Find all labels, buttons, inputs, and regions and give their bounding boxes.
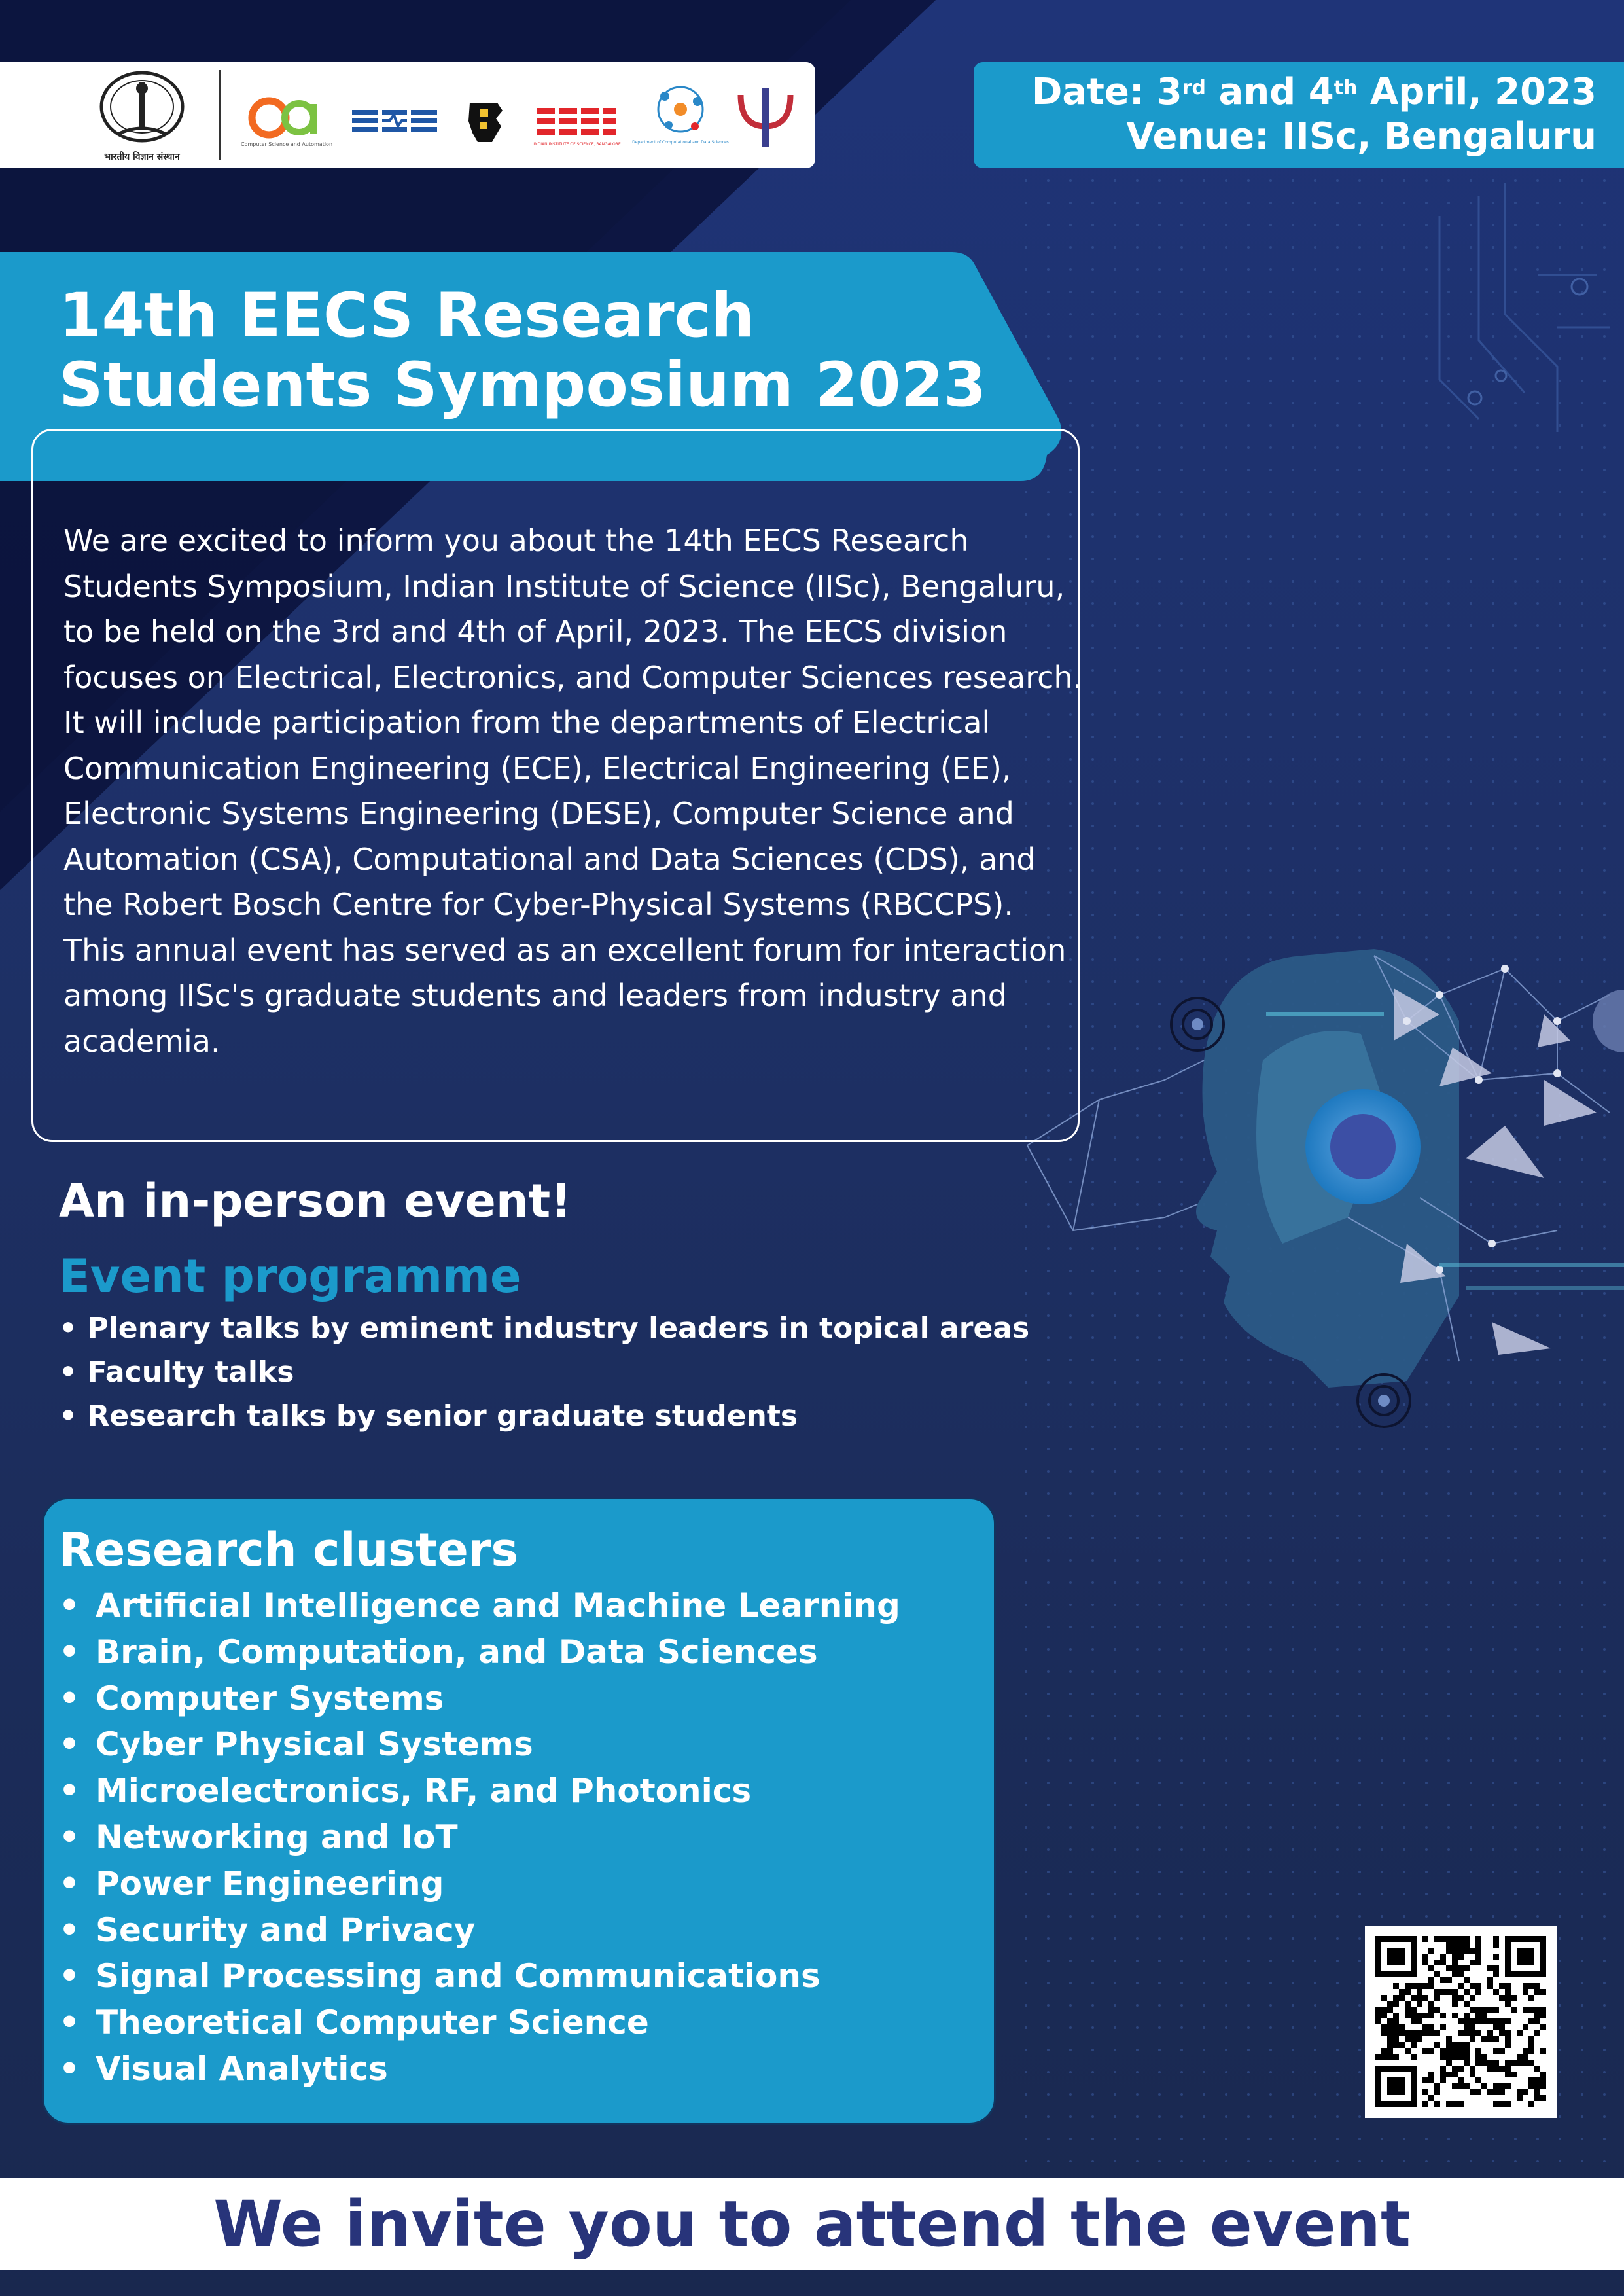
date-venue-box: [974, 62, 1624, 168]
iisc-logo: [101, 73, 183, 162]
page-title: 14th EECS Research Students Symposium 2023: [59, 280, 987, 421]
footer-banner: [0, 2178, 1624, 2270]
list-item: • Signal Processing and Communications: [59, 1957, 821, 1996]
inperson-heading: An in-person event!: [59, 1174, 572, 1228]
list-item: • Cyber Physical Systems: [59, 1725, 533, 1764]
cds-logo: [632, 87, 729, 145]
programme-heading: Event programme: [59, 1249, 521, 1303]
list-item: • Faculty talks: [59, 1355, 294, 1389]
event-date: Date: 3rd and 4th April, 2023: [1031, 71, 1597, 113]
description-text: We are excited to inform you about the 14th EECS Research Students Symposium, Indian Institute of Science (IISc), Bengaluru, to be held on the 3rd and 4th of April, 2023. The EECS division focuses on Electrical, Electronics, and Computer Sciences research. It will include participation from the departments of Electrical Communication Engineering (ECE), Electrical Engineering (EE), Electronic Systems Engineering (DESE), Computer Science and Automation (CSA), Computational and Data Sciences (CDS), and the Robert Bosch Centre for Cyber-Physical Systems (RBCCPS). This annual event has served as an excellent forum for interaction among IISc's graduate students and leaders from industry and academia.: [63, 523, 1083, 1059]
clusters-heading: Research clusters: [59, 1523, 519, 1577]
rbccps-logo: [741, 88, 790, 147]
list-item: • Artificial Intelligence and Machine Learning: [59, 1587, 900, 1624]
event-venue: Venue: IISc, Bengaluru: [1126, 115, 1597, 158]
list-item: • Theoretical Computer Science: [59, 2003, 649, 2042]
list-item: • Visual Analytics: [59, 2049, 388, 2088]
list-item: • Research talks by senior graduate students: [59, 1399, 798, 1433]
clusters-list: [59, 1583, 900, 2092]
logo-bar: [0, 62, 815, 168]
list-item: • Power Engineering: [59, 1864, 444, 1903]
csa-logo: [241, 101, 332, 147]
cds-caption: Department of Computational and Data Sciences: [632, 140, 729, 145]
programme-list: [59, 1306, 1029, 1438]
list-item: • Networking and IoT: [59, 1818, 458, 1856]
list-item: • Brain, Computation, and Data Sciences: [59, 1632, 818, 1671]
csa-caption: Computer Science and Automation: [240, 141, 333, 147]
dese-caption: INDIAN INSTITUTE OF SCIENCE, BANGALORE: [533, 142, 621, 147]
list-item: • Computer Systems: [59, 1679, 444, 1717]
invite-text: We invite you to attend the event: [213, 2187, 1411, 2261]
dese-logo: [533, 108, 620, 147]
list-item: • Plenary talks by eminent industry leaders in topical areas: [59, 1312, 1030, 1345]
list-item: • Security and Privacy: [59, 1910, 476, 1949]
list-item: • Microelectronics, RF, and Photonics: [59, 1772, 752, 1810]
ee-logo: [468, 103, 503, 142]
qr-code[interactable]: [1365, 1926, 1557, 2118]
ece-logo: [352, 110, 437, 132]
iisc-caption: भारतीय विज्ञान संस्थान: [104, 152, 180, 162]
